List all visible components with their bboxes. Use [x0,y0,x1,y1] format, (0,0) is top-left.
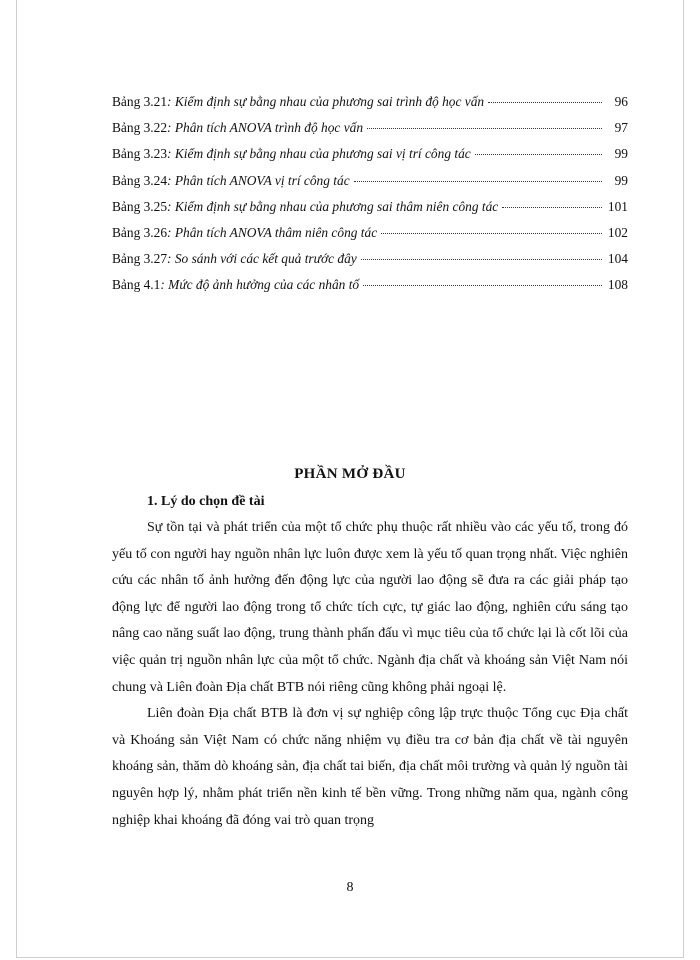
toc-title: : Phân tích ANOVA vị trí công tác [167,172,350,188]
toc-page: 99 [614,146,628,162]
toc-title: : Kiểm định sự bằng nhau của phương sai vị trí công tác [167,146,471,162]
toc-label: Bảng 3.21 [112,94,168,109]
toc-page: 108 [607,277,628,293]
toc-label: Bảng 3.25 [112,198,168,214]
toc-label: Bảng 3.22 [112,120,168,136]
toc-title: : Phân tích ANOVA trình độ học vấn [167,120,364,136]
toc-row[interactable] [112,277,628,303]
toc-row[interactable] [112,173,628,199]
section-title: 1. Lý do chọn đề tài [147,494,265,509]
toc-label: Bảng 3.23 [112,146,168,162]
toc-page: 101 [607,198,628,214]
toc-label: Bảng 3.26 [112,224,168,240]
toc-label: Bảng 3.27 [112,251,168,267]
toc-row[interactable] [112,146,628,172]
toc-leader [475,154,602,155]
toc-leader [361,259,602,260]
toc-leader [354,181,602,182]
toc-row[interactable] [112,120,628,146]
toc-row[interactable] [112,225,628,251]
toc-leader [381,233,602,234]
toc-leader [367,128,602,129]
toc-row[interactable] [112,94,628,120]
toc-leader [502,207,602,208]
toc-page: 104 [607,251,628,267]
toc-title: : Kiểm định sự bằng nhau của phương sai thâm niên công tác [167,198,499,214]
body-text [112,515,628,834]
toc-label: Bảng 4.1 [112,277,161,293]
paragraph: Sự tồn tại và phát triển của một tổ chức phụ thuộc rất nhiều vào các yếu tố, trong đó yếu tố con người hay nguồn nhân lực luôn được xem là yếu tố quan trọng nhất. Việc nghiên cứu các nhân tố ảnh hưởng đến động lực của người lao động sẽ đưa ra các giải pháp tạo động lực để người lao động trong tổ chức tích cực, tự giác lao động, nghiên cứu sáng tạo nâng cao năng suất lao động, trung thành phấn đấu vì mục tiêu của tổ chức lại là cốt lõi của việc quản trị nguồn nhân lực của một tổ chức. Ngành địa chất và khoáng sản Việt Nam nói chung và Liên đoàn Địa chất BTB nói riêng cũng không phải ngoại lệ. [112,520,628,695]
page-number: 8 [346,880,354,895]
paragraph: Liên đoàn Địa chất BTB là đơn vị sự nghiệp công lập trực thuộc Tổng cục Địa chất và Khoáng sản Việt Nam có chức năng nhiệm vụ điều tra cơ bản địa chất về tài nguyên khoáng sản, thăm dò khoáng sản, địa chất tai biến, địa chất môi trường và quản lý nguồn tài nguyên hợp lý, nhằm phát triển nền kinh tế bền vững. Trong những năm qua, ngành công nghiệp khai khoáng đã đóng vai trò quan trọng [112,706,628,828]
toc-label: Bảng 3.24 [112,172,168,188]
toc-page: 102 [607,224,628,240]
toc-title: : So sánh với các kết quả trước đây [167,251,357,267]
part-heading: PHẦN MỞ ĐẦU [294,466,406,482]
toc-leader [363,285,602,286]
toc-leader [488,102,602,103]
toc-page: 96 [614,94,628,109]
toc-row[interactable] [112,199,628,225]
toc-row[interactable] [112,251,628,277]
toc-page: 97 [614,120,628,136]
toc-title: : Mức độ ảnh hưởng của các nhân tố [160,277,360,293]
toc-title: : Kiểm định sự bằng nhau của phương sai trình độ học vấn [167,94,485,109]
toc-page: 99 [614,172,628,188]
table-of-contents [112,94,628,304]
toc-title: : Phân tích ANOVA thâm niên công tác [167,224,378,240]
